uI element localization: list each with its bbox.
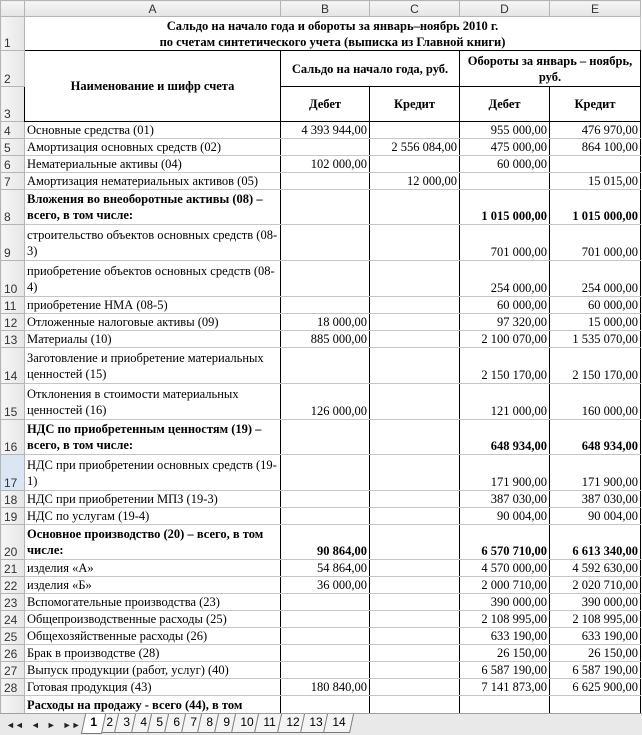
table-row <box>1 611 641 628</box>
turnover-debit-cell[interactable]: 390 000,00 <box>460 594 550 611</box>
account-name-cell[interactable]: Амортизация нематериальных активов (05) <box>25 173 281 190</box>
saldo-credit-cell[interactable] <box>370 491 460 508</box>
account-name-cell[interactable]: Вспомогательные производства (23) <box>25 594 281 611</box>
sheet-tab-label: 11 <box>263 715 276 729</box>
sheet-tab-label: 3 <box>123 715 130 729</box>
saldo-credit-cell[interactable] <box>370 662 460 679</box>
account-name-cell[interactable]: изделия «Б» <box>25 577 281 594</box>
table-row <box>1 645 641 662</box>
row-header[interactable]: 18 <box>1 491 25 508</box>
turnover-debit-cell[interactable]: 7 141 873,00 <box>460 679 550 696</box>
account-name-cell[interactable]: Заготовление и приобретение материальных ценностей (15) <box>25 348 281 384</box>
saldo-credit-cell[interactable] <box>370 696 460 714</box>
saldo-debit-cell[interactable] <box>281 455 370 491</box>
saldo-debit-cell[interactable]: 54 864,00 <box>281 560 370 577</box>
account-name-cell[interactable]: Основные средства (01) <box>25 122 281 139</box>
sheet-nav-buttons <box>0 714 87 735</box>
column-header-c[interactable]: C <box>370 1 460 17</box>
saldo-credit-cell[interactable] <box>370 577 460 594</box>
saldo-debit-cell[interactable] <box>281 190 370 225</box>
turnover-debit-cell[interactable]: 26 150,00 <box>460 645 550 662</box>
sheet-tab-label: 8 <box>206 715 214 729</box>
first-sheet-icon[interactable]: ◄◄ <box>6 719 24 730</box>
column-header-e[interactable]: E <box>550 1 641 17</box>
row-header[interactable]: 21 <box>1 560 25 577</box>
row-header[interactable]: 24 <box>1 611 25 628</box>
turnover-debit-cell[interactable]: 171 900,00 <box>460 455 550 491</box>
row-header[interactable]: 25 <box>1 628 25 645</box>
saldo-debit-cell[interactable]: 126 000,00 <box>281 384 370 420</box>
table-row <box>1 491 641 508</box>
header-turnover-credit[interactable]: Кредит <box>550 87 641 122</box>
turnover-debit-cell[interactable]: 6 570 710,00 <box>460 525 550 560</box>
saldo-credit-cell[interactable] <box>370 314 460 331</box>
table-row <box>1 122 641 139</box>
turnover-debit-cell[interactable]: 254 000,00 <box>460 261 550 297</box>
table-row <box>1 560 641 577</box>
row-header[interactable]: 3 <box>1 87 25 122</box>
header-turnover-debit[interactable]: Дебет <box>460 87 550 122</box>
turnover-credit-cell[interactable]: 2 108 995,00 <box>550 611 641 628</box>
row-header[interactable]: 22 <box>1 577 25 594</box>
saldo-credit-cell[interactable] <box>370 628 460 645</box>
turnover-debit-cell[interactable]: 121 000,00 <box>460 384 550 420</box>
saldo-debit-cell[interactable]: 36 000,00 <box>281 577 370 594</box>
saldo-credit-cell[interactable] <box>370 122 460 139</box>
turnover-debit-cell[interactable]: 60 000,00 <box>460 297 550 314</box>
saldo-credit-cell[interactable] <box>370 525 460 560</box>
account-name-cell[interactable]: Расходы на продажу - всего (44), в том <box>25 696 281 714</box>
saldo-credit-cell[interactable] <box>370 420 460 455</box>
saldo-debit-cell[interactable] <box>281 261 370 297</box>
table-row <box>1 139 641 156</box>
saldo-credit-cell[interactable] <box>370 611 460 628</box>
turnover-debit-cell[interactable]: 2 100 070,00 <box>460 331 550 348</box>
table-row <box>1 173 641 190</box>
saldo-debit-cell[interactable]: 102 000,00 <box>281 156 370 173</box>
turnover-debit-cell[interactable] <box>460 696 550 714</box>
sheet-tab-label: 14 <box>332 715 346 729</box>
table-row <box>1 348 641 384</box>
turnover-debit-cell[interactable]: 6 587 190,00 <box>460 662 550 679</box>
turnover-debit-cell[interactable] <box>460 173 550 190</box>
turnover-credit-cell[interactable]: 864 100,00 <box>550 139 641 156</box>
sheet-tab-label: 12 <box>285 715 300 729</box>
row-header[interactable]: 10 <box>1 261 25 297</box>
row-header[interactable]: 4 <box>1 122 25 139</box>
row-header[interactable]: 5 <box>1 139 25 156</box>
row-header[interactable]: 8 <box>1 190 25 225</box>
turnover-credit-cell[interactable]: 171 900,00 <box>550 455 641 491</box>
table-row <box>1 190 641 225</box>
turnover-debit-cell[interactable]: 2 150 170,00 <box>460 348 550 384</box>
header-account-name[interactable]: Наименование и шифр счета <box>25 51 281 122</box>
turnover-credit-cell[interactable]: 390 000,00 <box>550 594 641 611</box>
sheet-tab-label: 13 <box>309 715 323 729</box>
sheet-tab-label: 9 <box>223 715 231 729</box>
saldo-credit-cell[interactable] <box>370 297 460 314</box>
turnover-credit-cell[interactable]: 633 190,00 <box>550 628 641 645</box>
saldo-debit-cell[interactable]: 4 393 944,00 <box>281 122 370 139</box>
account-name-cell[interactable]: Отклонения в стоимости материальных ценностей (16) <box>25 384 281 420</box>
row-header[interactable]: 16 <box>1 420 25 455</box>
row-header[interactable]: 15 <box>1 384 25 420</box>
table-row <box>1 261 641 297</box>
turnover-credit-cell[interactable]: 6 625 900,00 <box>550 679 641 696</box>
turnover-credit-cell[interactable]: 387 030,00 <box>550 491 641 508</box>
account-name-cell[interactable]: Общепроизводственные расходы (25) <box>25 611 281 628</box>
turnover-debit-cell[interactable]: 1 015 000,00 <box>460 190 550 225</box>
saldo-credit-cell[interactable]: 12 000,00 <box>370 173 460 190</box>
table-row <box>1 455 641 491</box>
table-row <box>1 156 641 173</box>
last-sheet-icon[interactable]: ►► <box>62 719 81 730</box>
saldo-credit-cell[interactable] <box>370 560 460 577</box>
column-header-d[interactable]: D <box>460 1 550 17</box>
turnover-debit-cell[interactable]: 955 000,00 <box>460 122 550 139</box>
row-header[interactable]: 6 <box>1 156 25 173</box>
turnover-credit-cell[interactable]: 648 934,00 <box>550 420 641 455</box>
row-header[interactable]: 2 <box>1 51 25 87</box>
saldo-debit-cell[interactable] <box>281 645 370 662</box>
prev-sheet-icon[interactable]: ◄ <box>30 719 40 730</box>
saldo-debit-cell[interactable] <box>281 173 370 190</box>
sheet-tab-label: 4 <box>139 715 147 729</box>
saldo-debit-cell[interactable] <box>281 297 370 314</box>
table-row <box>1 662 641 679</box>
turnover-debit-cell[interactable]: 97 320,00 <box>460 314 550 331</box>
saldo-credit-cell[interactable] <box>370 679 460 696</box>
turnover-credit-cell[interactable]: 26 150,00 <box>550 645 641 662</box>
row-header[interactable]: 1 <box>1 17 25 51</box>
row-header[interactable]: 12 <box>1 314 25 331</box>
account-name-cell[interactable]: Готовая продукция (43) <box>25 679 281 696</box>
saldo-debit-cell[interactable]: 180 840,00 <box>281 679 370 696</box>
saldo-credit-cell[interactable] <box>370 331 460 348</box>
saldo-credit-cell[interactable] <box>370 594 460 611</box>
turnover-credit-cell[interactable]: 4 592 630,00 <box>550 560 641 577</box>
sheet-tab-1[interactable] <box>80 714 105 734</box>
account-name-cell[interactable]: строительство объектов основных средств (08-3) <box>25 225 281 261</box>
table-row <box>1 525 641 560</box>
saldo-credit-cell[interactable] <box>370 348 460 384</box>
row-header[interactable] <box>1 696 25 714</box>
next-sheet-icon[interactable]: ► <box>46 719 56 730</box>
saldo-credit-cell[interactable] <box>370 645 460 662</box>
account-name-cell[interactable]: Нематериальные активы (04) <box>25 156 281 173</box>
saldo-debit-cell[interactable] <box>281 611 370 628</box>
turnover-credit-cell[interactable]: 60 000,00 <box>550 297 641 314</box>
account-name-cell[interactable]: Основное производство (20) – всего, в том числе: <box>25 525 281 560</box>
table-row <box>1 225 641 261</box>
turnover-debit-cell[interactable]: 701 000,00 <box>460 225 550 261</box>
row-header[interactable]: 9 <box>1 225 25 261</box>
turnover-credit-cell[interactable]: 254 000,00 <box>550 261 641 297</box>
account-name-cell[interactable]: Отложенные налоговые активы (09) <box>25 314 281 331</box>
table-row <box>1 508 641 525</box>
row-header[interactable]: 20 <box>1 525 25 560</box>
table-row <box>1 628 641 645</box>
account-name-cell[interactable]: НДС при приобретении МПЗ (19-3) <box>25 491 281 508</box>
turnover-debit-cell[interactable]: 4 570 000,00 <box>460 560 550 577</box>
sheet-tab-label: 10 <box>240 715 254 729</box>
column-header-a[interactable]: A <box>25 1 281 17</box>
turnover-credit-cell[interactable]: 2 020 710,00 <box>550 577 641 594</box>
row-header[interactable]: 13 <box>1 331 25 348</box>
account-name-cell[interactable]: Выпуск продукции (работ, услуг) (40) <box>25 662 281 679</box>
sheet-title-line1: Сальдо на начало года и обороты за январь–ноябрь 2010 г. <box>166 18 499 33</box>
saldo-debit-cell[interactable] <box>281 348 370 384</box>
saldo-debit-cell[interactable] <box>281 628 370 645</box>
table-row <box>1 420 641 455</box>
turnover-credit-cell[interactable]: 1 535 070,00 <box>550 331 641 348</box>
row-header[interactable]: 23 <box>1 594 25 611</box>
header-turnover[interactable]: Обороты за январь – ноябрь, руб. <box>460 51 641 87</box>
table-row <box>1 679 641 696</box>
account-name-cell[interactable]: Общехозяйственные расходы (26) <box>25 628 281 645</box>
select-all-corner[interactable] <box>1 1 25 17</box>
table-row <box>1 314 641 331</box>
saldo-credit-cell[interactable] <box>370 384 460 420</box>
account-name-cell[interactable]: НДС при приобретении основных средств (19-1) <box>25 455 281 491</box>
sheet-tab-label: 2 <box>106 715 114 729</box>
header-saldo-debit[interactable]: Дебет <box>281 87 370 122</box>
turnover-credit-cell[interactable] <box>550 156 641 173</box>
turnover-credit-cell[interactable]: 15 015,00 <box>550 173 641 190</box>
column-header-b[interactable]: B <box>281 1 370 17</box>
saldo-credit-cell[interactable]: 2 556 084,00 <box>370 139 460 156</box>
turnover-debit-cell[interactable]: 2 108 995,00 <box>460 611 550 628</box>
table-row <box>1 577 641 594</box>
sheet-tabs <box>87 714 353 735</box>
sheet-title-cell[interactable] <box>25 17 641 51</box>
saldo-debit-cell[interactable] <box>281 225 370 261</box>
saldo-debit-cell[interactable] <box>281 696 370 714</box>
account-name-cell[interactable]: Материалы (10) <box>25 331 281 348</box>
turnover-debit-cell[interactable]: 60 000,00 <box>460 156 550 173</box>
sheet-tab-14[interactable] <box>323 714 354 733</box>
sheet-tab-label: 5 <box>156 715 164 729</box>
turnover-credit-cell[interactable]: 15 000,00 <box>550 314 641 331</box>
table-row <box>1 297 641 314</box>
row-header[interactable]: 27 <box>1 662 25 679</box>
turnover-debit-cell[interactable]: 2 000 710,00 <box>460 577 550 594</box>
saldo-debit-cell[interactable]: 90 864,00 <box>281 525 370 560</box>
header-saldo[interactable]: Сальдо на начало года, руб. <box>281 51 460 87</box>
row-header[interactable]: 28 <box>1 679 25 696</box>
account-name-cell[interactable]: Вложения во внеоборотные активы (08) – всего, в том числе: <box>25 190 281 225</box>
row-header[interactable]: 26 <box>1 645 25 662</box>
account-name-cell[interactable]: НДС по услугам (19-4) <box>25 508 281 525</box>
table-row <box>1 384 641 420</box>
account-name-cell[interactable]: Амортизация основных средств (02) <box>25 139 281 156</box>
turnover-credit-cell[interactable]: 1 015 000,00 <box>550 190 641 225</box>
turnover-credit-cell[interactable]: 6 587 190,00 <box>550 662 641 679</box>
saldo-debit-cell[interactable]: 18 000,00 <box>281 314 370 331</box>
turnover-credit-cell[interactable] <box>550 696 641 714</box>
turnover-credit-cell[interactable]: 476 970,00 <box>550 122 641 139</box>
row-header[interactable]: 7 <box>1 173 25 190</box>
saldo-debit-cell[interactable] <box>281 594 370 611</box>
turnover-debit-cell[interactable]: 387 030,00 <box>460 491 550 508</box>
turnover-credit-cell[interactable]: 90 004,00 <box>550 508 641 525</box>
account-name-cell[interactable]: приобретение НМА (08-5) <box>25 297 281 314</box>
sheet-tab-label: 7 <box>189 715 197 729</box>
saldo-credit-cell[interactable] <box>370 455 460 491</box>
account-name-cell[interactable]: НДС по приобретенным ценностям (19) – всего, в том числе: <box>25 420 281 455</box>
saldo-debit-cell[interactable] <box>281 139 370 156</box>
saldo-debit-cell[interactable] <box>281 662 370 679</box>
turnover-debit-cell[interactable]: 648 934,00 <box>460 420 550 455</box>
row-header[interactable]: 17 <box>1 455 25 491</box>
turnover-debit-cell[interactable]: 633 190,00 <box>460 628 550 645</box>
account-name-cell[interactable]: Брак в производстве (28) <box>25 645 281 662</box>
sheet-title-line2: по счетам синтетического учета (выписка из Главной книги) <box>159 34 506 49</box>
sheet-tab-bar <box>0 713 642 735</box>
saldo-debit-cell[interactable] <box>281 491 370 508</box>
header-saldo-credit[interactable]: Кредит <box>370 87 460 122</box>
turnover-credit-cell[interactable]: 160 000,00 <box>550 384 641 420</box>
turnover-credit-cell[interactable]: 2 150 170,00 <box>550 348 641 384</box>
saldo-debit-cell[interactable]: 885 000,00 <box>281 331 370 348</box>
sheet-tab-label: 1 <box>89 715 97 729</box>
row-header[interactable]: 14 <box>1 348 25 384</box>
saldo-debit-cell[interactable] <box>281 420 370 455</box>
saldo-credit-cell[interactable] <box>370 190 460 225</box>
row-header[interactable]: 19 <box>1 508 25 525</box>
account-name-cell[interactable]: изделия «А» <box>25 560 281 577</box>
turnover-debit-cell[interactable]: 90 004,00 <box>460 508 550 525</box>
turnover-credit-cell[interactable]: 6 613 340,00 <box>550 525 641 560</box>
saldo-credit-cell[interactable] <box>370 156 460 173</box>
account-name-cell[interactable]: приобретение объектов основных средств (08-4) <box>25 261 281 297</box>
saldo-credit-cell[interactable] <box>370 508 460 525</box>
saldo-credit-cell[interactable] <box>370 225 460 261</box>
turnover-credit-cell[interactable]: 701 000,00 <box>550 225 641 261</box>
table-row <box>1 331 641 348</box>
saldo-debit-cell[interactable] <box>281 508 370 525</box>
row-header[interactable]: 11 <box>1 297 25 314</box>
table-row <box>1 696 641 714</box>
saldo-credit-cell[interactable] <box>370 261 460 297</box>
sheet-tab-label: 6 <box>173 715 180 729</box>
table-row <box>1 594 641 611</box>
turnover-debit-cell[interactable]: 475 000,00 <box>460 139 550 156</box>
